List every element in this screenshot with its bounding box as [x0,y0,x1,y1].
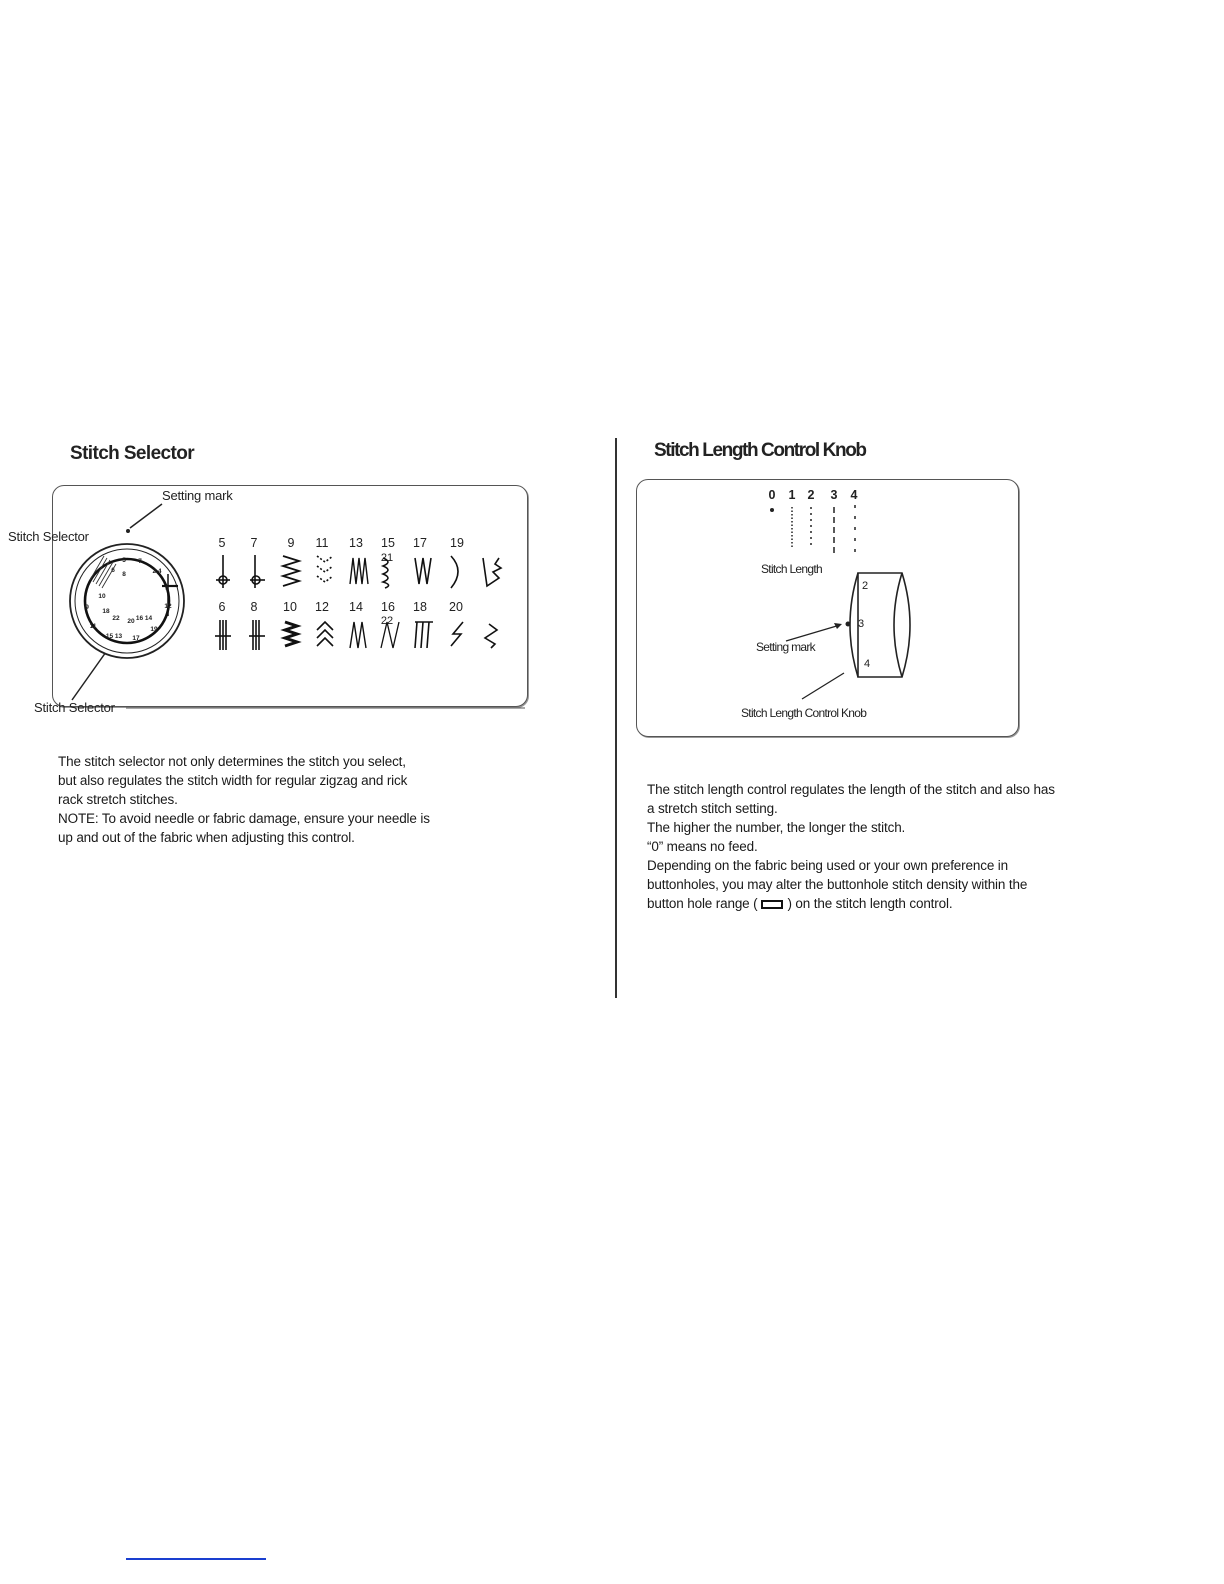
feather-stitch-icon [483,558,501,586]
stitch-number: 11 [315,536,329,550]
scale-number: 0 [768,488,776,502]
knob-number: 3 [858,618,865,630]
stitch-number: 16 [381,600,395,614]
shell-stitch-icon [383,558,389,588]
stitch-length-description: The stitch length control regulates the length of the stitch and also has a stretch stitch setting. The higher the number, the longer the stitch. “0” means no feed. Depending on the fabric being used or your own preference in buttonholes, you may alter the buttonhole stitch density within the button hole range ( ) on the stitch length control. [647,782,1055,911]
scale-number: 3 [830,488,838,502]
straight-stitch-icon [216,555,230,588]
dial-number: 3 [165,585,169,592]
stitch-number: 18 [413,600,427,614]
elastic-stitch-icon [485,624,497,648]
dial-number: 12 [164,603,172,610]
dial-number: 20 [127,618,135,625]
triple-zigzag-icon [317,556,333,582]
stitch-selector-heading: Stitch Selector [70,443,195,464]
stitch-selector-label-bottom: Stitch Selector [34,700,115,715]
dial-number: 18 [102,608,110,615]
footer-link-rule [126,1558,266,1560]
overedge-stitch-icon [381,622,399,648]
dial-number: 11 [89,623,97,630]
stretch-overlock-icon [415,622,433,648]
knob-number: 2 [862,580,869,592]
stitch-number: 5 [218,536,226,550]
stitch-number: 17 [413,536,427,550]
stitch-number: 14 [349,600,363,614]
stitch-number: 12 [315,600,329,614]
dial-number: 2.4 [152,568,162,575]
selector-dial[interactable] [70,544,184,658]
stitch-length-diagram [636,479,1017,735]
stitch-number: 8 [250,600,258,614]
blind-stitch-icon [350,558,368,584]
scallop-stitch-icon [451,556,458,588]
knob-label: Stitch Length Control Knob [741,706,867,720]
column-divider [615,438,617,998]
triple-straight-left-icon [249,620,265,650]
dial-number: 19 [150,626,158,633]
stitch-number: 13 [349,536,363,550]
stitch-length-label: Stitch Length [761,562,822,576]
dial-number: 9 [85,604,89,611]
honeycomb-stitch-icon [350,622,366,648]
chevron-stitch-icon [317,622,333,646]
ric-rac-stitch-icon [415,558,431,584]
stitch-number-extra: 22 [380,615,394,627]
zigzag-stitch-icon [283,556,299,586]
stitch-selector-description: The stitch selector not only determines the stitch you select, but also regulates the stitch width for regular zigzag and rick rack stretch stitches. NOTE: To avoid needle or fabric damage, ensure your needle is up and out of the fabric when adjusting this control. [58,754,430,845]
dial-number: 7 [138,558,142,565]
stitch-number: 20 [449,600,463,614]
serpentine-stitch-icon [451,622,463,646]
scale-number: 4 [850,488,858,502]
buttonhole-icon [761,900,783,909]
stitch-number: 10 [283,600,297,614]
scale-number: 1 [788,488,796,502]
stitch-selector-label-top: Stitch Selector [8,529,89,544]
setting-mark-label-right: Setting mark [756,640,815,654]
setting-mark-label: Setting mark [162,488,233,503]
straight-stitch-left-icon [250,555,265,588]
dial-number: 6 [111,567,115,574]
stitch-number: 6 [218,600,226,614]
stitch-number-extra: 21 [380,552,394,564]
triple-zigzag-stretch-icon [285,622,297,646]
stitch-number: 15 [381,536,395,550]
dial-number: 16 14 [135,615,153,622]
dial-number: 10 [98,593,106,600]
dial-number: 22 [112,615,120,622]
stitch-number: 7 [250,536,258,550]
dial-number: 15 13 [105,633,123,640]
knob-number: 4 [864,658,871,670]
stitch-number: 19 [450,536,464,550]
dial-number: 8 [122,571,126,578]
triple-straight-icon [215,620,231,650]
stitch-patterns [205,550,515,655]
stitch-length-heading: Stitch Length Control Knob [654,440,866,461]
stitch-number: 9 [287,536,295,550]
dial-number: 17 [132,635,140,642]
dial-number: 5 [122,557,126,564]
scale-number: 2 [807,488,815,502]
